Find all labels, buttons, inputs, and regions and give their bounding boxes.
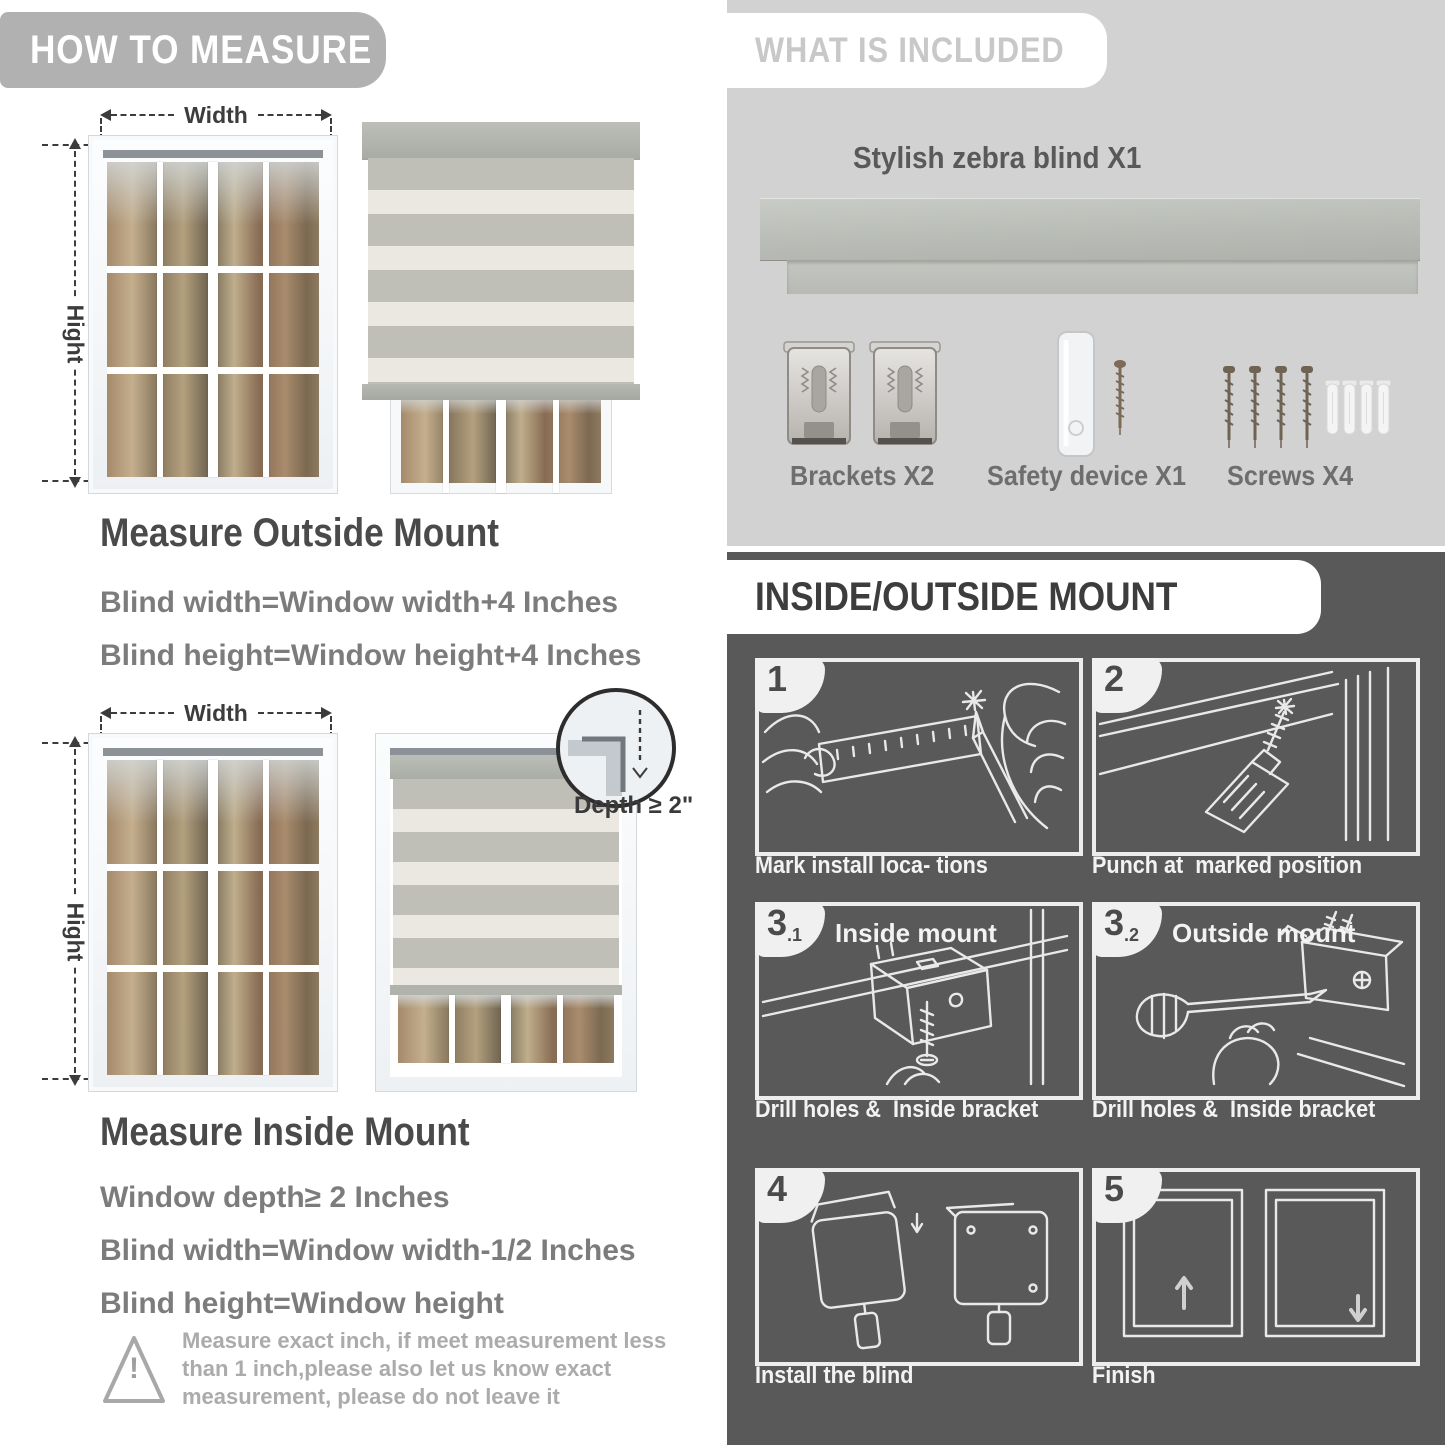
window-glass — [398, 995, 614, 1063]
outside-mount-rule: Blind width=Window width+4 Inches — [100, 586, 619, 619]
step-panel-1 — [755, 658, 1083, 856]
outside-mount-label: Outside mount — [1172, 918, 1356, 948]
window-illustration-outside-mount — [88, 135, 338, 494]
blind-headrail-product-image — [760, 198, 1420, 260]
warning-exclamation-mark: ! — [129, 1352, 139, 1385]
width-dimension-arrow-outside — [100, 102, 332, 128]
step-caption: Install the blind — [755, 1362, 914, 1389]
window-behind-blind — [390, 390, 612, 494]
blind-bottom-rail — [362, 384, 640, 400]
step-number-badge: 5 — [1092, 1168, 1162, 1223]
width-dimension-arrow-inside — [100, 700, 332, 726]
zebra-blind-outside-mount-illustration — [362, 122, 640, 494]
step-panel-2 — [1092, 658, 1420, 856]
mount-section-header — [727, 560, 1321, 634]
frame-corner-detail — [560, 692, 664, 796]
step-caption: Drill holes & Inside bracket — [1092, 1096, 1376, 1123]
step-panel-3-2 — [1092, 902, 1420, 1100]
window-muntin — [157, 162, 163, 477]
inside-mount-label: Inside mount — [835, 918, 997, 948]
window-head-jamb — [103, 748, 323, 756]
step-number-badge: 1 — [755, 658, 825, 713]
blind-bottom-rail — [390, 985, 622, 995]
safety-device-icon — [1046, 328, 1141, 463]
step-caption: Mark install loca- tions — [755, 852, 988, 879]
step-number-badge: 3 .1 — [755, 902, 825, 957]
what-is-included-header — [727, 13, 1107, 88]
how-to-measure-header — [0, 12, 386, 88]
width-label: Width — [184, 101, 248, 128]
step-number-badge: 3 .2 — [1092, 902, 1162, 957]
measure-note-line: than 1 inch,please also let us know exact — [182, 1356, 612, 1381]
measure-note-line: measurement, please do not leave it — [182, 1384, 560, 1409]
brackets-label: Brackets X2 — [789, 460, 935, 491]
step-caption: Punch at marked position — [1092, 852, 1363, 879]
step-panel-5 — [1092, 1168, 1420, 1366]
how-to-measure-title: HOW TO MEASURE — [30, 27, 373, 72]
window-head-jamb — [103, 150, 323, 158]
outside-mount-rule: Blind height=Window height+4 Inches — [100, 639, 642, 672]
blind-headrail-lower-bar — [787, 260, 1418, 294]
depth-requirement-label: Depth ≥ 2" — [574, 792, 694, 819]
step-caption: Drill holes & Inside bracket — [755, 1096, 1039, 1123]
inside-mount-rule: Blind height=Window height — [100, 1287, 504, 1320]
depth-magnifier-circle-icon — [556, 688, 676, 808]
mount-section-title: INSIDE/OUTSIDE MOUNT — [755, 574, 1178, 619]
height-dimension-arrow-outside — [62, 138, 88, 488]
arrowhead-down-icon — [69, 1075, 81, 1086]
width-label: Width — [184, 699, 248, 726]
screws-and-anchors-icon — [1215, 362, 1393, 457]
height-label: Hight — [54, 897, 97, 968]
outside-mount-title: Measure Outside Mount — [100, 511, 499, 555]
window-illustration-inside-mount — [88, 733, 338, 1092]
inside-mount-title: Measure Inside Mount — [100, 1110, 470, 1154]
window-center-post — [208, 162, 218, 477]
step-panel-3-1 — [755, 902, 1083, 1100]
step-caption: Finish — [1092, 1362, 1156, 1389]
step-panel-4 — [755, 1168, 1083, 1366]
arrowhead-down-icon — [69, 477, 81, 488]
measure-note-line: Measure exact inch, if meet measurement less — [182, 1328, 667, 1353]
window-glass — [107, 162, 319, 477]
brackets-icon — [782, 338, 942, 460]
window-glass — [107, 760, 319, 1075]
screws-label: Screws X4 — [1226, 460, 1354, 491]
inside-mount-rule: Blind width=Window width-1/2 Inches — [100, 1234, 636, 1267]
blind-zebra-stripes — [368, 158, 634, 384]
what-is-included-title: WHAT IS INCLUDED — [755, 30, 1065, 70]
height-label: Hight — [54, 299, 97, 370]
window-muntin — [107, 367, 319, 374]
product-name-label: Stylish zebra blind X1 — [852, 140, 1142, 175]
window-muntin — [107, 266, 319, 273]
height-dimension-arrow-inside — [62, 736, 88, 1086]
inside-mount-rule: Window depth≥ 2 Inches — [100, 1181, 450, 1214]
step-number-badge: 2 — [1092, 658, 1162, 713]
blind-headrail — [362, 122, 640, 158]
window-muntin — [263, 162, 269, 477]
step-number-badge: 4 — [755, 1168, 825, 1223]
safety-device-label: Safety device X1 — [987, 460, 1187, 491]
